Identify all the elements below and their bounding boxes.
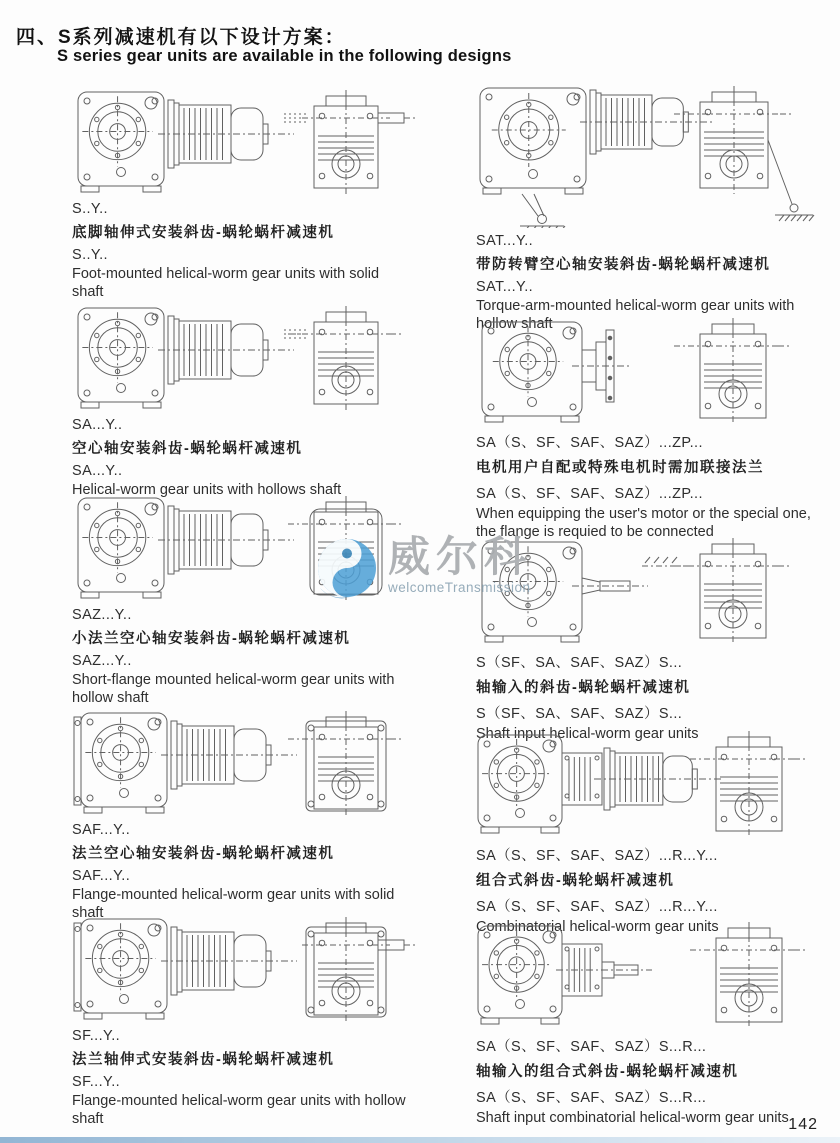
description-zh: 电机用户自配或特殊电机时需加联接法兰 <box>476 460 764 476</box>
entry-sf-y <box>72 911 412 1128</box>
description-zh: 小法兰空心轴安装斜齿-蜗轮蜗杆减速机 <box>72 631 351 647</box>
model-code: S..Y.. <box>72 247 108 263</box>
model-code: SF...Y.. <box>72 1028 121 1044</box>
watermark-name-zh: 威尔科 <box>388 533 533 580</box>
description-en: Torque-arm-mounted helical-worm gear units with hollow shaft <box>476 298 795 333</box>
entry-sa-r-y <box>476 727 826 936</box>
description-zh: 轴输入的组合式斜齿-蜗轮蜗杆减速机 <box>476 1064 739 1080</box>
description-en: Foot-mounted helical-worm gear units with solid shaft <box>72 266 380 301</box>
gear-unit-drawing <box>476 727 821 839</box>
entry-caption <box>72 607 412 707</box>
gear-unit-drawing <box>72 911 462 1023</box>
entry-sa-s-r <box>476 918 826 1127</box>
entry-caption <box>476 431 826 541</box>
model-code: S（SF、SA、SAF、SAZ）S... <box>476 655 683 671</box>
description-en: Helical-worm gear units with hollows shaft <box>72 482 342 498</box>
model-code: SA...Y.. <box>72 417 123 433</box>
model-code: S..Y.. <box>72 201 108 217</box>
model-code: SAT...Y.. <box>476 279 534 295</box>
description-zh: 带防转臂空心轴安装斜齿-蜗轮蜗杆减速机 <box>476 257 771 273</box>
gear-unit-drawing <box>72 300 462 412</box>
entry-caption <box>72 201 412 301</box>
gear-unit-drawing <box>476 918 821 1030</box>
entry-caption <box>72 1028 412 1128</box>
model-code: SA（S、SF、SAF、SAZ）...ZP... <box>476 486 703 502</box>
gear-unit-drawing <box>72 705 462 817</box>
footer-accent-bar <box>0 1137 840 1143</box>
model-code: SA（S、SF、SAF、SAZ）...R...Y... <box>476 899 718 915</box>
entry-saf-y <box>72 705 412 922</box>
model-code: SA（S、SF、SAF、SAZ）S...R... <box>476 1090 707 1106</box>
gear-unit-drawing <box>476 314 821 426</box>
entry-s-s <box>476 534 826 743</box>
model-code: SAZ...Y.. <box>72 607 132 623</box>
description-zh: 空心轴安装斜齿-蜗轮蜗杆减速机 <box>72 441 303 457</box>
model-code: SA（S、SF、SAF、SAZ）...ZP... <box>476 435 703 451</box>
gear-unit-drawing <box>72 490 462 602</box>
model-code: SA（S、SF、SAF、SAZ）...R...Y... <box>476 848 718 864</box>
model-code: SF...Y.. <box>72 1074 121 1090</box>
model-code: SAZ...Y.. <box>72 653 132 669</box>
description-zh: 底脚轴伸式安装斜齿-蜗轮蜗杆减速机 <box>72 225 335 241</box>
entry-sa-y <box>72 300 412 499</box>
watermark-name-en: welcomeTransmission <box>388 580 531 595</box>
description-en: Shaft input combinatorial helical-worm gear units <box>476 1110 789 1126</box>
description-zh: 法兰空心轴安装斜齿-蜗轮蜗杆减速机 <box>72 846 335 862</box>
description-en: Flange-mounted helical-worm gear units with solid shaft <box>72 887 395 922</box>
page-number: 142 <box>788 1116 818 1133</box>
gear-unit-drawing <box>72 84 462 196</box>
model-code: SAF...Y.. <box>72 822 131 838</box>
entry-sa-zp <box>476 314 826 541</box>
gear-unit-drawing <box>476 534 821 646</box>
page-title-zh: 四、S系列减速机有以下设计方案： <box>16 27 346 48</box>
entry-sat-y <box>476 86 826 333</box>
description-en: Combinatorial helical-worm gear units <box>476 919 719 935</box>
description-zh: 组合式斜齿-蜗轮蜗杆减速机 <box>476 873 675 889</box>
description-en: Short-flange mounted helical-worm gear units with hollow shaft <box>72 672 395 707</box>
model-code: SA...Y.. <box>72 463 123 479</box>
gear-unit-drawing <box>476 86 821 228</box>
description-en: Shaft input helical-worm gear units <box>476 726 699 742</box>
description-zh: 轴输入的斜齿-蜗轮蜗杆减速机 <box>476 680 691 696</box>
entry-caption <box>72 417 412 499</box>
model-code: SAF...Y.. <box>72 868 131 884</box>
description-en: Flange-mounted helical-worm gear units with hollow shaft <box>72 1093 406 1128</box>
model-code: SA（S、SF、SAF、SAZ）S...R... <box>476 1039 707 1055</box>
model-code: SAT...Y.. <box>476 233 534 249</box>
entry-saz-y <box>72 490 412 707</box>
entry-caption <box>476 1035 826 1127</box>
description-en: When equipping the user's motor or the special one, the flange is requied to be connected <box>476 506 811 541</box>
entry-s-y <box>72 84 412 301</box>
entry-caption <box>72 822 412 922</box>
page-title-en: S series gear units are available in the following designs <box>57 47 512 65</box>
model-code: S（SF、SA、SAF、SAZ）S... <box>476 706 683 722</box>
description-zh: 法兰轴伸式安装斜齿-蜗轮蜗杆减速机 <box>72 1052 335 1068</box>
